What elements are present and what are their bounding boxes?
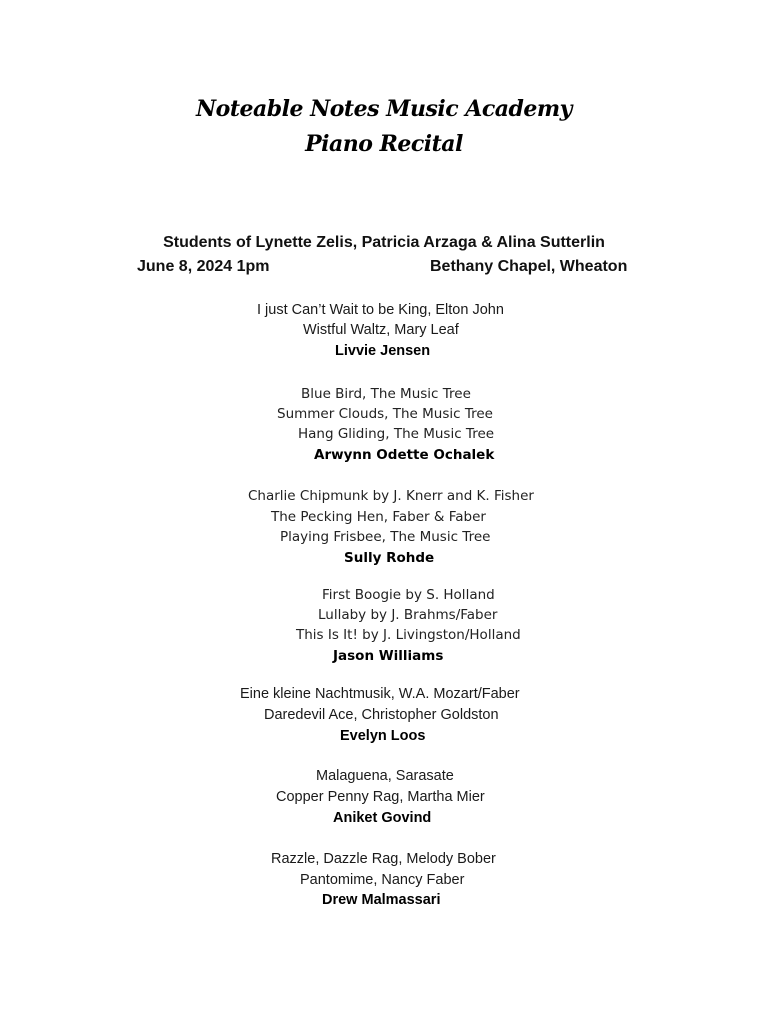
piece-title: Charlie Chipmunk by J. Knerr and K. Fisher <box>248 488 534 504</box>
piece-title: Summer Clouds, The Music Tree <box>277 406 493 422</box>
performer-name: Drew Malmassari <box>322 892 441 908</box>
piece-title: I just Can’t Wait to be King, Elton John <box>257 302 504 318</box>
performer-name: Arwynn Odette Ochalek <box>314 447 495 463</box>
piece-title: Malaguena, Sarasate <box>316 768 454 784</box>
academy-title: Noteable Notes Music Academy <box>196 96 572 122</box>
performer-name: Sully Rohde <box>344 550 435 566</box>
event-title: Piano Recital <box>305 131 463 157</box>
performer-name: Evelyn Loos <box>340 728 426 744</box>
piece-title: The Pecking Hen, Faber & Faber <box>271 509 486 525</box>
piece-title: Lullaby by J. Brahms/Faber <box>318 607 498 623</box>
performer-name: Jason Williams <box>333 648 444 664</box>
piece-title: Blue Bird, The Music Tree <box>301 386 471 402</box>
piece-title: Playing Frisbee, The Music Tree <box>280 529 491 545</box>
performer-name: Aniket Govind <box>333 810 432 826</box>
piece-title: This Is It! by J. Livingston/Holland <box>296 627 521 643</box>
teachers-line: Students of Lynette Zelis, Patricia Arzaga & Alina Sutterlin <box>163 234 605 251</box>
piece-title: Razzle, Dazzle Rag, Melody Bober <box>271 851 496 867</box>
piece-title: Hang Gliding, The Music Tree <box>298 426 495 442</box>
event-date-time: June 8, 2024 1pm <box>137 258 270 275</box>
piece-title: Wistful Waltz, Mary Leaf <box>303 322 459 338</box>
piece-title: Eine kleine Nachtmusik, W.A. Mozart/Faber <box>240 686 520 702</box>
piece-title: Copper Penny Rag, Martha Mier <box>276 789 485 805</box>
piece-title: Pantomime, Nancy Faber <box>300 872 465 888</box>
piece-title: Daredevil Ace, Christopher Goldston <box>264 707 499 723</box>
piece-title: First Boogie by S. Holland <box>322 587 495 603</box>
event-venue: Bethany Chapel, Wheaton <box>430 258 628 275</box>
performer-name: Livvie Jensen <box>335 343 431 359</box>
